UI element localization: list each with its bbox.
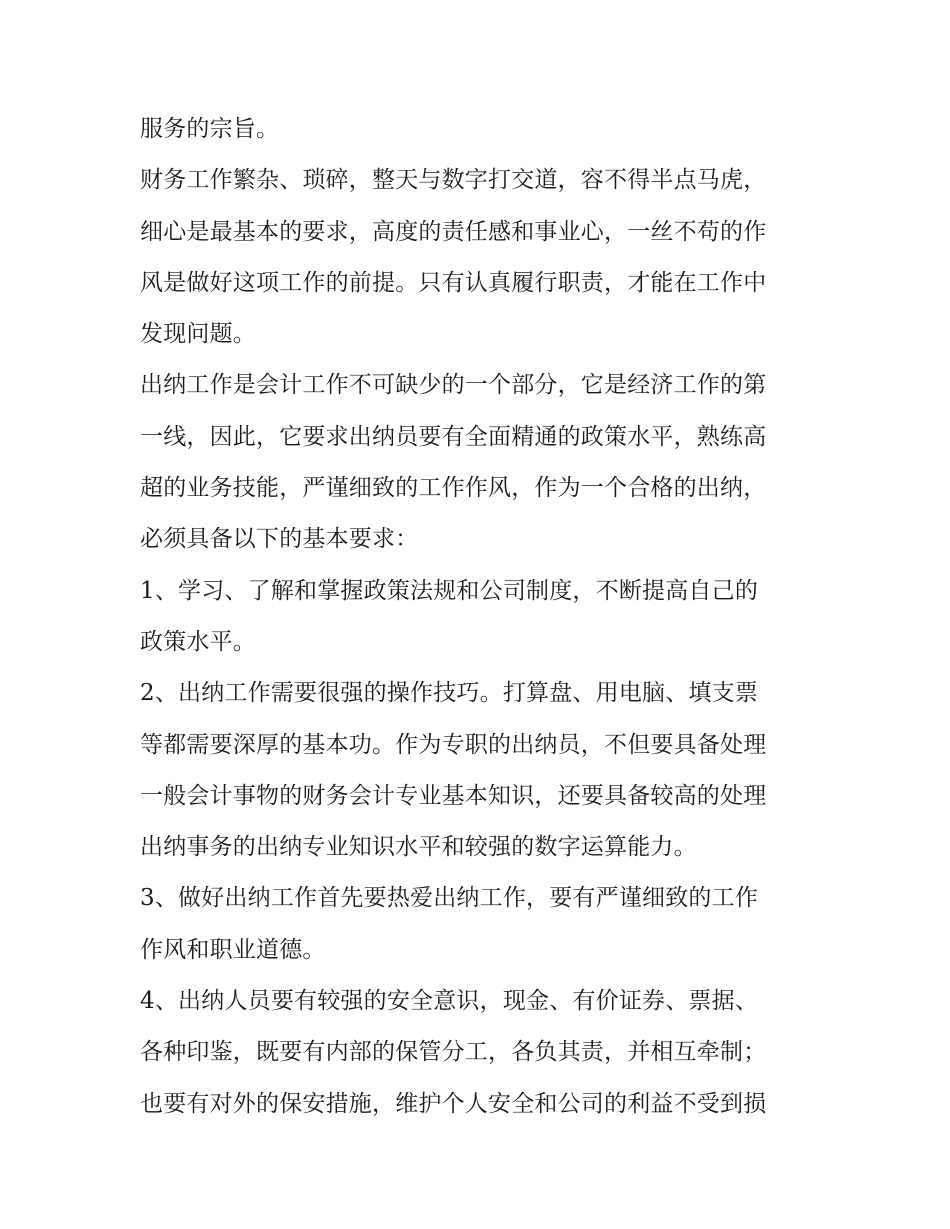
- text-line: 2、出纳工作需要很强的操作技巧。打算盘、用电脑、填支票: [140, 680, 759, 707]
- list-item-3: [140, 873, 830, 976]
- text-line: 必须具备以下的基本要求：: [140, 526, 419, 553]
- text-line: 政策水平。: [140, 628, 256, 655]
- list-item-4: [140, 976, 830, 1130]
- text-line: 出纳工作是会计工作不可缺少的一个部分，它是经济工作的第: [140, 372, 767, 399]
- text-line: 也要有对外的保安措施，维护个人安全和公司的利益不受到损: [140, 1090, 767, 1117]
- text-line: 风是做好这项工作的前提。只有认真履行职责，才能在工作中: [140, 269, 767, 296]
- paragraph-cashier-work: [140, 360, 830, 565]
- text-line: 细心是最基本的要求，高度的责任感和事业心，一丝不苟的作: [140, 218, 767, 245]
- text-line: 作风和职业道德。: [140, 936, 326, 963]
- text-line: 3、做好出纳工作首先要热爱出纳工作，要有严谨细致的工作: [140, 885, 759, 912]
- text-line: 财务工作繁杂、琐碎，整天与数字打交道，容不得半点马虎，: [140, 167, 767, 194]
- text-line: 超的业务技能，严谨细致的工作作风，作为一个合格的出纳，: [140, 475, 767, 502]
- text-line: 服务的宗旨。: [140, 116, 280, 142]
- text-line: 出纳事务的出纳专业知识水平和较强的数字运算能力。: [140, 834, 697, 861]
- paragraph-finance-work: [140, 155, 830, 360]
- text-line: 1、学习、了解和掌握政策法规和公司制度，不断提高自己的: [140, 577, 759, 604]
- list-item-1: [140, 566, 830, 669]
- text-line: 等都需要深厚的基本功。作为专职的出纳员，不但要具备处理: [140, 731, 767, 758]
- document-body: [140, 104, 830, 1130]
- text-line: 一线，因此，它要求出纳员要有全面精通的政策水平，熟练高: [140, 423, 767, 450]
- list-item-2: [140, 668, 830, 873]
- paragraph-service-purpose: [140, 104, 830, 155]
- text-line: 各种印鉴，既要有内部的保管分工，各负其责，并相互牵制；: [140, 1039, 767, 1066]
- text-line: 一般会计事物的财务会计专业基本知识，还要具备较高的处理: [140, 782, 767, 809]
- text-line: 4、出纳人员要有较强的安全意识，现金、有价证券、票据、: [140, 988, 759, 1015]
- text-line: 发现问题。: [140, 321, 256, 348]
